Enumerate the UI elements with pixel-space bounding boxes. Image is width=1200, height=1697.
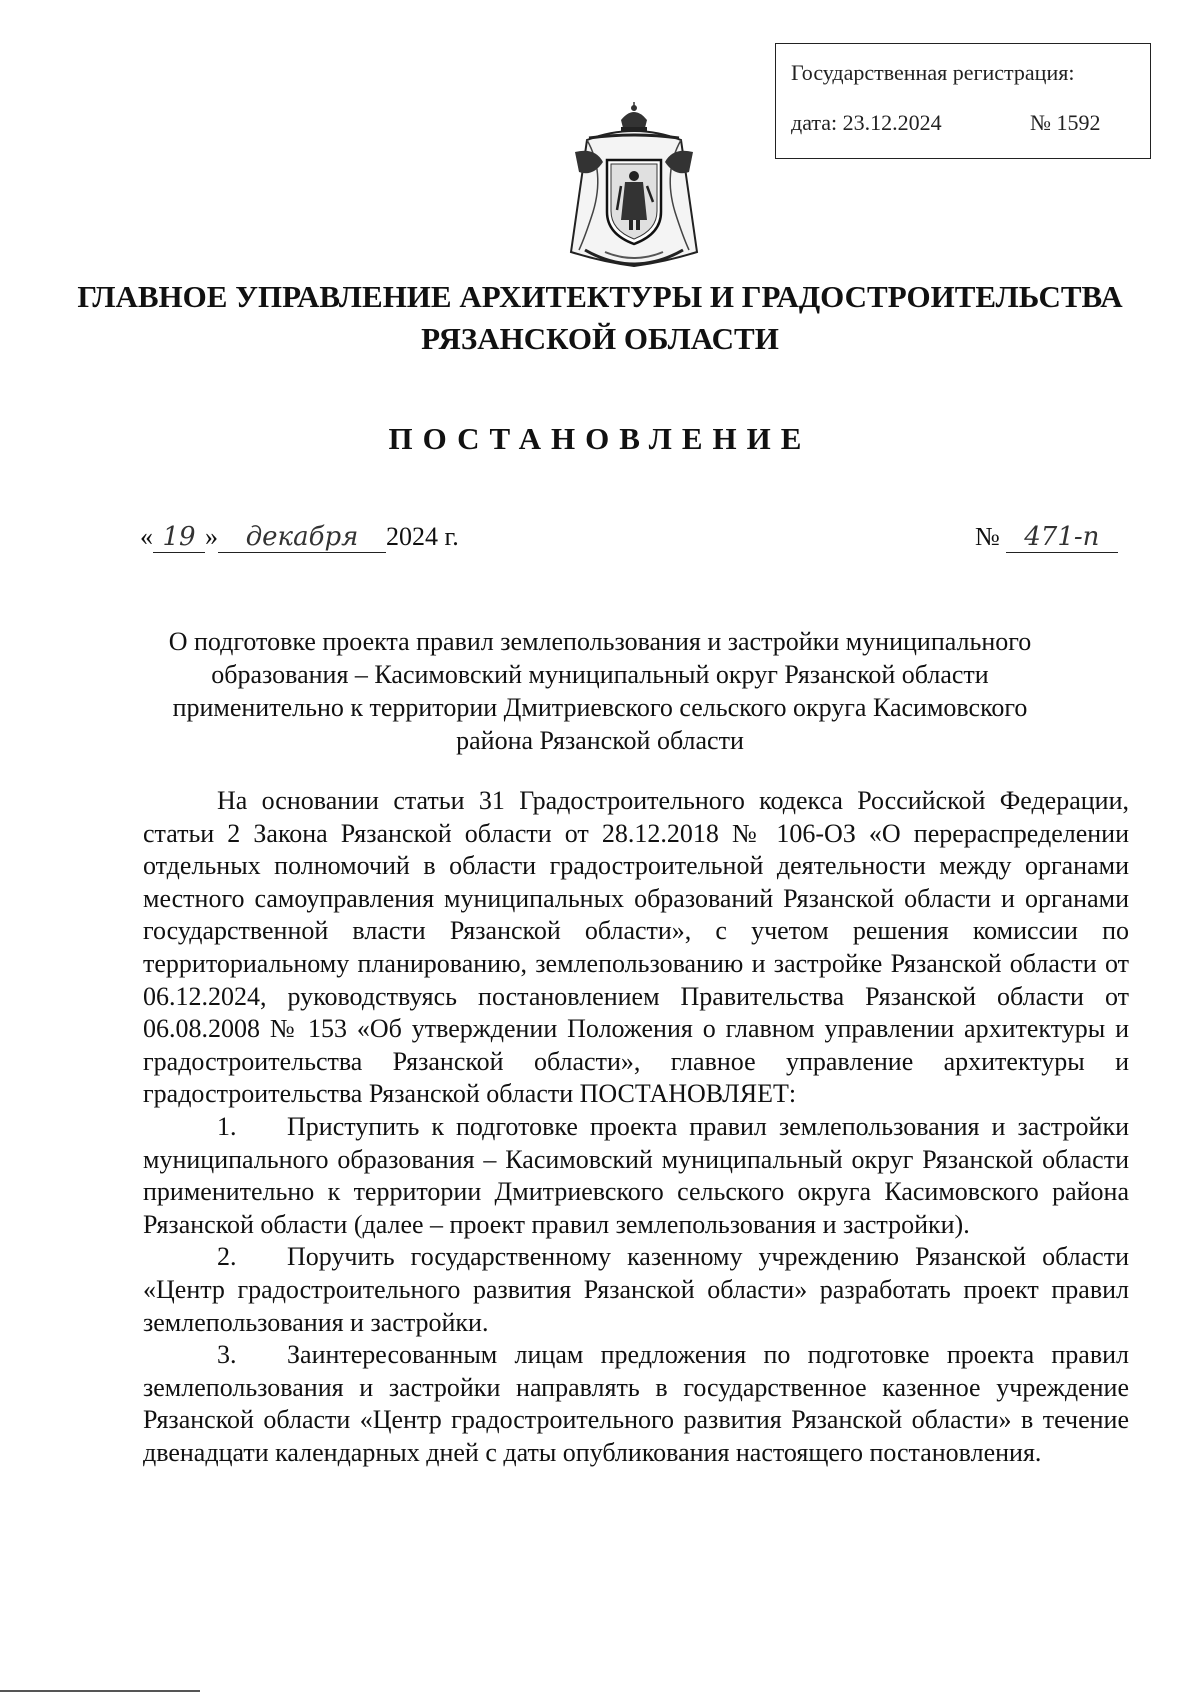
document-date [140,522,459,553]
item-number: 3. [217,1340,237,1370]
resolution-item [143,1111,1129,1241]
registration-number: № 1592 [1030,110,1101,135]
subject-line: района Рязанской области [456,726,744,755]
date-quote-open: « [140,522,153,551]
subject-line: образования – Касимовский муниципальный округ Рязанской области [211,660,989,689]
item-number: 2. [217,1242,237,1272]
document-number [975,522,1118,553]
subject-line: применительно к территории Дмитриевского сельского округа Касимовского [172,693,1028,722]
preamble-paragraph: На основании статьи 31 Градостроительного кодекса Российской Федерации, статьи 2 Закона Рязанской области от 28.12.2018 № 106-ОЗ «О перераспределении отдельных полномочий в области градостроительной деятельности между органами местного самоуправления муниципальных образований Рязанской области и органами государственной власти Рязанской области», с учетом решения комиссии по территориальному планированию, землепользованию и застройке Рязанской области от 06.12.2024, руководствуясь постановлением Правительства Рязанской области от 06.08.2008 № 153 «Об утверждении Положения о главном управлении архитектуры и градостроительства Рязанской области», главное управление архитектуры и градостроительства Рязанской области ПОСТАНОВЛЯЕТ: [143,786,1129,1109]
number-handwritten: 471-п [1006,522,1118,553]
document-type-heading: ПОСТАНОВЛЕНИЕ [388,421,812,456]
organization-name-line1: ГЛАВНОЕ УПРАВЛЕНИЕ АРХИТЕКТУРЫ И ГРАДОСТРОИТЕЛЬСТВА [77,279,1123,314]
date-year: 2024 г. [386,522,459,551]
item-number: 1. [217,1111,237,1141]
subject-line: О подготовке проекта правил землепользования и застройки муниципального [168,627,1032,656]
resolution-item [143,1241,1129,1339]
coat-of-arms-icon [565,102,703,272]
date-quote-close: » [205,522,218,551]
item-text: Заинтересованным лицам предложения по подготовке проекта правил землепользования и застройки направлять в государственное казенное учреждение Рязанской области «Центр градостроительного развития Рязанской области» в течение двенадцати календарных дней с даты опубликования настоящего постановления. [143,1340,1129,1467]
document-subject [120,625,1080,757]
resolution-item [143,1339,1129,1469]
item-text: Поручить государственному казенному учреждению Рязанской области «Центр градостроительного развития Рязанской области» разработать проект правил землепользования и застройки. [143,1242,1129,1337]
date-day-handwritten: 19 [153,522,205,553]
document-body [143,785,1129,1469]
organization-name-line2: РЯЗАНСКОЙ ОБЛАСТИ [421,321,779,356]
page-edge-divider [0,1690,200,1692]
registration-title: Государственная регистрация: [791,60,1075,85]
registration-stamp [775,43,1151,159]
item-text: Приступить к подготовке проекта правил землепользования и застройки муниципального образования – Касимовский муниципальный округ Рязанской области применительно к территории Дмитриевского сельского округа Касимовского района Рязанской области (далее – проект правил землепользования и застройки). [143,1111,1129,1239]
organization-name [0,276,1200,360]
date-month-handwritten: декабря [218,522,386,553]
number-label: № [975,522,1000,551]
registration-date: дата: 23.12.2024 [791,110,942,135]
